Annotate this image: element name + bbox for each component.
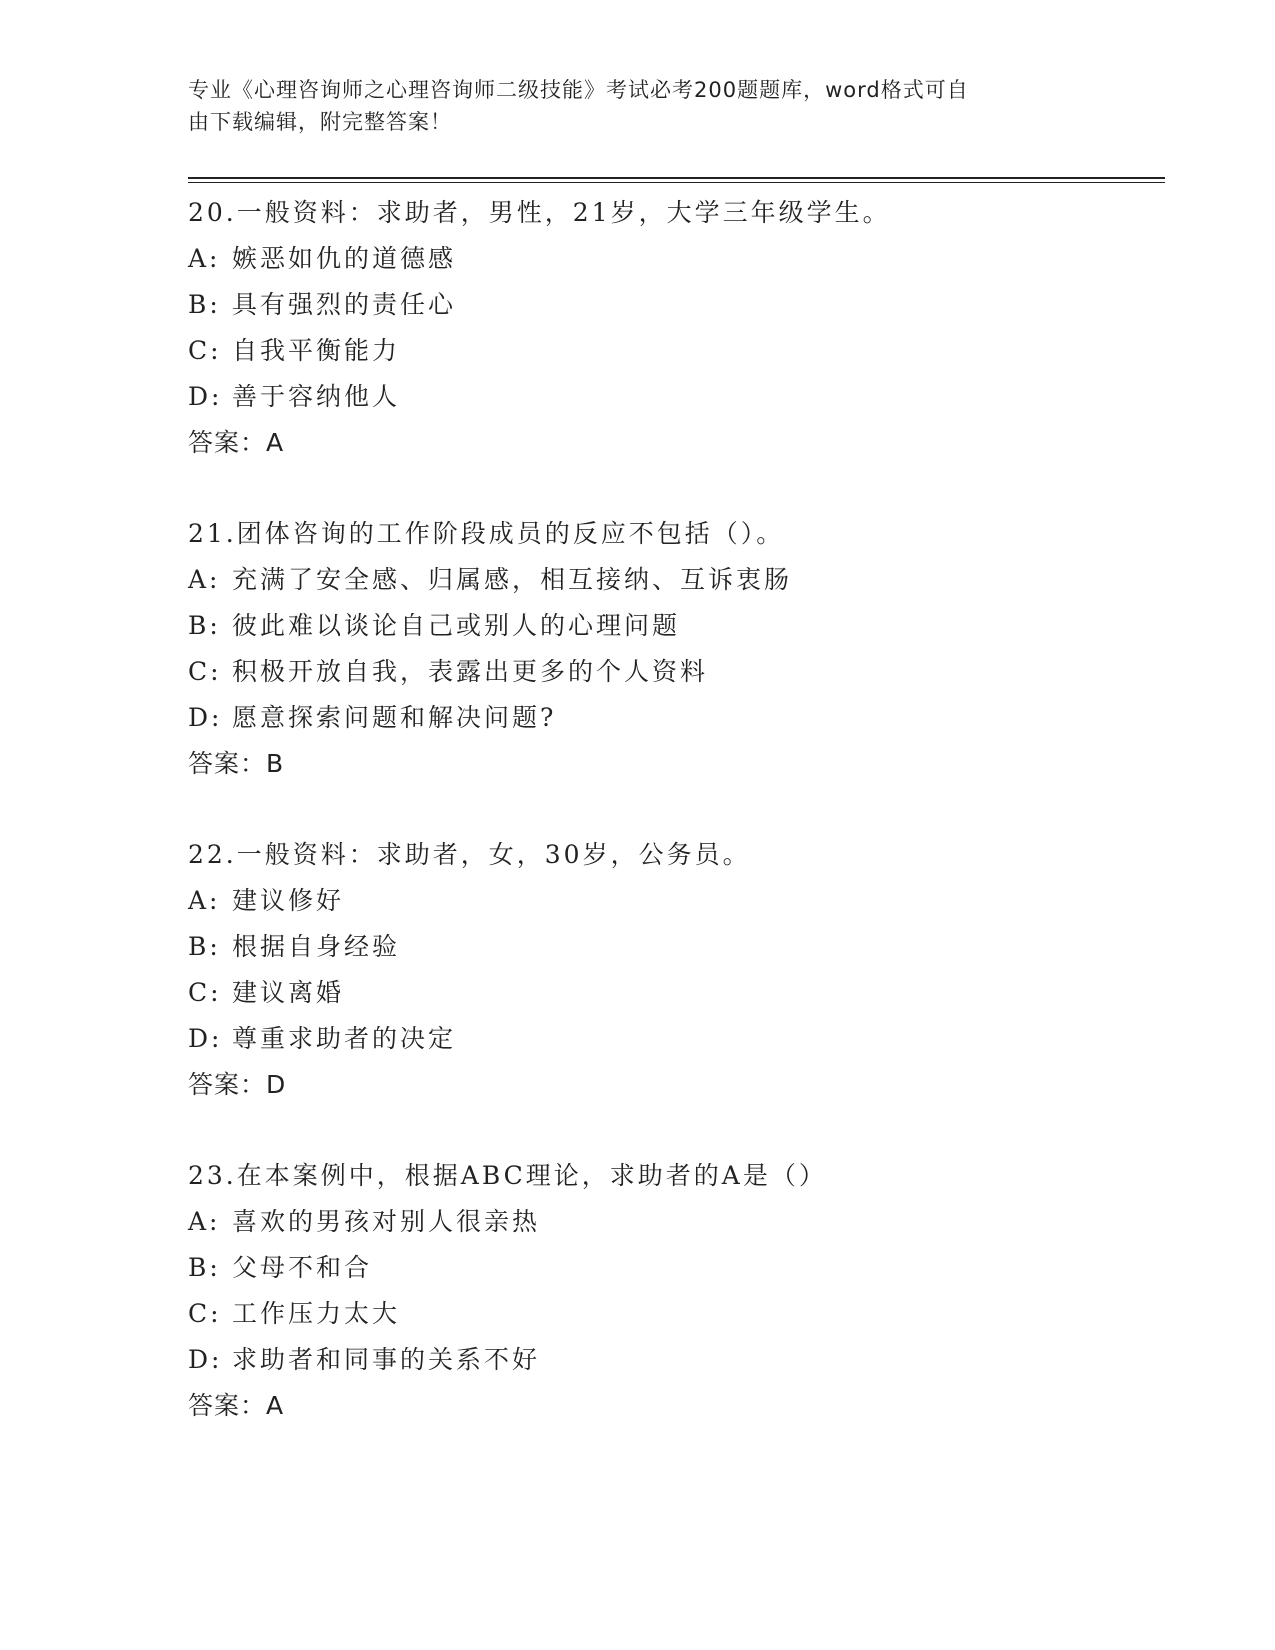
- option-c: [188, 1291, 1168, 1337]
- question-23: [188, 1153, 1168, 1474]
- header-divider-thin: [188, 182, 1165, 183]
- option-text: 彼此难以谈论自己或别人的心理问题: [232, 611, 681, 640]
- option-a: [188, 236, 1168, 282]
- option-b: [188, 1245, 1168, 1291]
- answer-line: 答案：B: [188, 749, 285, 778]
- answer-line: 答案：D: [188, 1070, 287, 1099]
- option-a: [188, 557, 1168, 603]
- option-letter: B:: [188, 611, 221, 640]
- header-line-2: 由下载编辑，附完整答案！: [188, 110, 452, 134]
- option-text: 自我平衡能力: [232, 336, 401, 365]
- option-text: 工作压力太大: [232, 1299, 401, 1328]
- question-stem: 23.在本案例中，根据ABC理论，求助者的A是（）: [188, 1161, 827, 1190]
- option-d: [188, 1016, 1168, 1062]
- question-20: [188, 190, 1168, 511]
- option-letter: A:: [188, 1207, 221, 1236]
- option-letter: A:: [188, 886, 221, 915]
- question-22: [188, 832, 1168, 1153]
- option-text: 喜欢的男孩对别人很亲热: [232, 1207, 541, 1236]
- option-letter: D:: [188, 382, 223, 411]
- option-text: 建议修好: [232, 886, 345, 915]
- option-letter: A:: [188, 565, 221, 594]
- option-letter: C:: [188, 978, 222, 1007]
- option-text: 积极开放自我，表露出更多的个人资料: [232, 657, 709, 686]
- header-divider-thick: [188, 177, 1165, 179]
- option-letter: C:: [188, 657, 222, 686]
- option-letter: B:: [188, 932, 221, 961]
- option-letter: D:: [188, 703, 223, 732]
- question-stem: 20.一般资料：求助者，男性，21岁，大学三年级学生。: [188, 198, 891, 227]
- option-d: [188, 1337, 1168, 1383]
- option-text: 父母不和合: [232, 1253, 373, 1282]
- option-text: 建议离婚: [232, 978, 345, 1007]
- option-text: 善于容纳他人: [232, 382, 401, 411]
- option-d: [188, 695, 1168, 741]
- option-d: [188, 374, 1168, 420]
- header-line-1: 专业《心理咨询师之心理咨询师二级技能》考试必考200题题库，word格式可自: [188, 78, 969, 102]
- option-letter: C:: [188, 1299, 222, 1328]
- question-21: [188, 511, 1168, 832]
- option-letter: B:: [188, 290, 221, 319]
- option-letter: C:: [188, 336, 222, 365]
- option-letter: A:: [188, 244, 221, 273]
- option-b: [188, 924, 1168, 970]
- option-text: 嫉恶如仇的道德感: [232, 244, 457, 273]
- option-b: [188, 603, 1168, 649]
- option-text: 具有强烈的责任心: [232, 290, 457, 319]
- option-text: 充满了安全感、归属感，相互接纳、互诉衷肠: [232, 565, 793, 594]
- option-c: [188, 970, 1168, 1016]
- option-text: 根据自身经验: [232, 932, 401, 961]
- option-text: 尊重求助者的决定: [232, 1024, 457, 1053]
- option-text: 愿意探索问题和解决问题?: [232, 703, 557, 732]
- option-b: [188, 282, 1168, 328]
- question-stem: 21.团体咨询的工作阶段成员的反应不包括（）。: [188, 519, 785, 548]
- option-letter: B:: [188, 1253, 221, 1282]
- option-text: 求助者和同事的关系不好: [232, 1345, 541, 1374]
- option-c: [188, 649, 1168, 695]
- answer-line: 答案：A: [188, 428, 285, 457]
- document-header: [188, 74, 1088, 138]
- option-a: [188, 878, 1168, 924]
- answer-line: 答案：A: [188, 1391, 285, 1420]
- option-letter: D:: [188, 1345, 223, 1374]
- question-stem: 22.一般资料：求助者，女，30岁，公务员。: [188, 840, 751, 869]
- option-letter: D:: [188, 1024, 223, 1053]
- option-a: [188, 1199, 1168, 1245]
- option-c: [188, 328, 1168, 374]
- question-list: [188, 190, 1168, 1474]
